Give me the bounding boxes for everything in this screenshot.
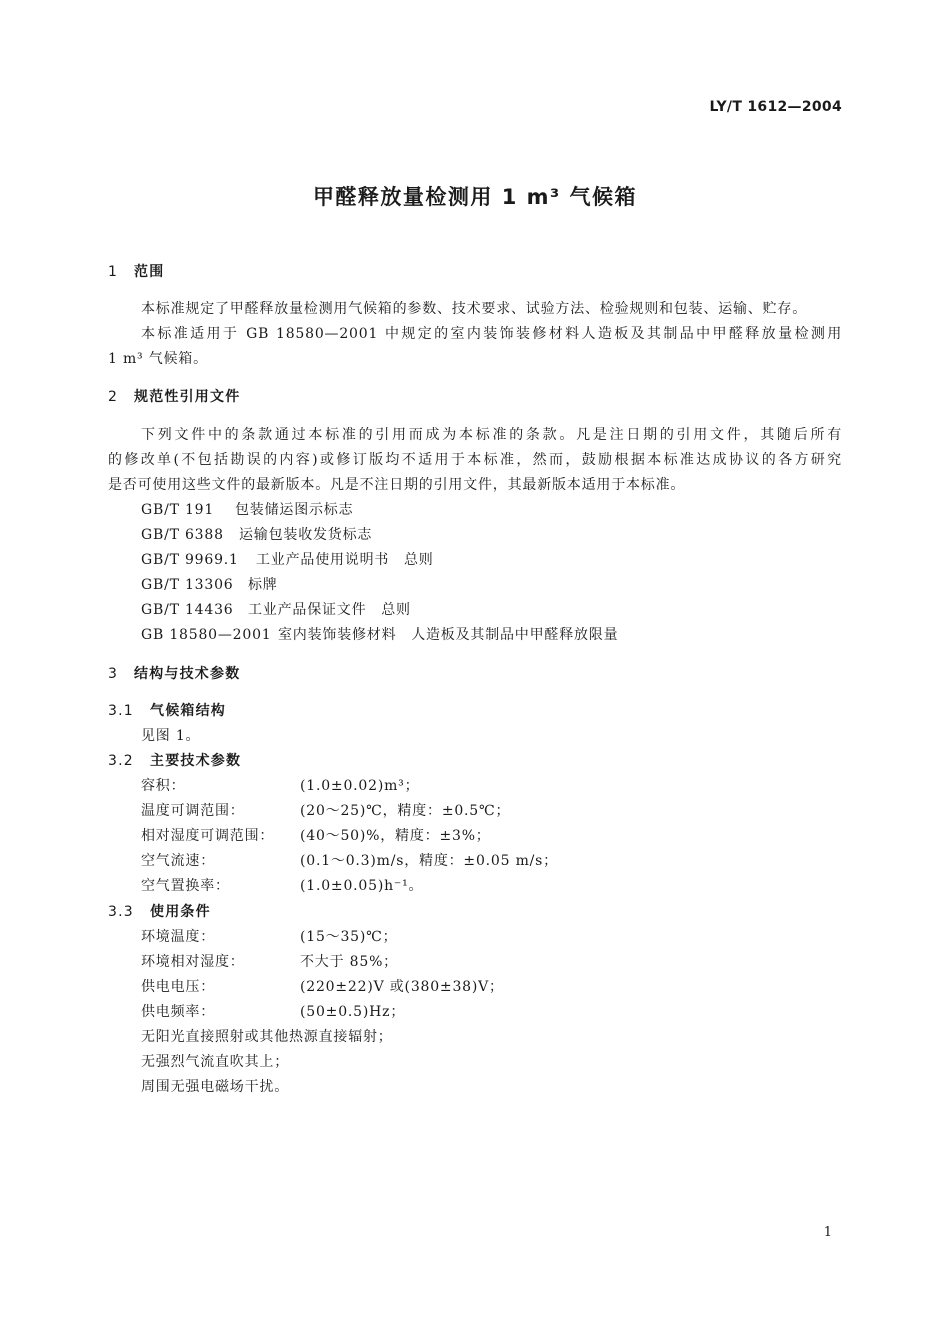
condition-value: 不大于 85%；	[300, 954, 398, 970]
parameter-value: (0.1～0.3)m/s，精度：±0.05 m/s；	[300, 853, 558, 869]
section-2-paragraph-line-1: 下列文件中的条款通过本标准的引用而成为本标准的条款。凡是注日期的引用文件，其随后所有	[141, 427, 842, 443]
section-1-heading	[108, 261, 164, 281]
parameter-name: 容积：	[141, 778, 186, 794]
section-3-3-title: 使用条件	[150, 904, 211, 920]
reference-title: 室内装饰装修材料 人造板及其制品中甲醛释放限量	[278, 627, 619, 643]
reference-item	[141, 499, 353, 519]
reference-title: 标牌	[248, 577, 278, 593]
section-2-paragraph-line-3: 是否可使用这些文件的最新版本。凡是不注日期的引用文件，其最新版本适用于本标准。	[108, 477, 686, 493]
section-2-title: 规范性引用文件	[134, 389, 241, 405]
section-2-number: 2	[108, 389, 119, 405]
condition-note: 无阳光直接照射或其他热源直接辐射；	[141, 1029, 393, 1045]
section-3-2-heading	[108, 750, 241, 770]
reference-title: 运输包装收发货标志	[239, 527, 373, 543]
parameter-value: (1.0±0.02)m³；	[300, 778, 420, 794]
condition-name: 环境相对湿度：	[141, 954, 245, 970]
section-1-paragraph-2-line-1: 本标准适用于 GB 18580—2001 中规定的室内装饰装修材料人造板及其制品中甲醛释放量检测用	[141, 326, 842, 342]
reference-code: GB/T 9969.1	[141, 552, 239, 568]
condition-value: (15～35)℃；	[300, 929, 398, 945]
reference-code: GB/T 14436	[141, 602, 234, 618]
section-1-paragraph-1: 本标准规定了甲醛释放量检测用气候箱的参数、技术要求、试验方法、检验规则和包装、运输、贮存。	[141, 301, 807, 317]
standard-code: LY/T 1612—2004	[709, 99, 842, 115]
section-3-3-number: 3.3	[108, 904, 134, 920]
reference-title: 工业产品保证文件 总则	[248, 602, 411, 618]
condition-note: 周围无强电磁场干扰。	[141, 1079, 289, 1095]
parameter-name: 相对湿度可调范围：	[141, 828, 275, 844]
document-title	[0, 181, 950, 211]
section-2-paragraph-line-2: 的修改单(不包括勘误的内容)或修订版均不适用于本标准，然而，鼓励根据本标准达成协议的各方研究	[108, 452, 842, 468]
section-3-title: 结构与技术参数	[134, 666, 241, 682]
section-3-1-heading	[108, 700, 226, 720]
section-3-1-number: 3.1	[108, 703, 134, 719]
reference-code: GB 18580—2001	[141, 627, 272, 643]
reference-title: 包装储运图示标志	[235, 502, 354, 518]
reference-item	[141, 599, 411, 619]
reference-code: GB/T 13306	[141, 577, 234, 593]
document-title-text: 甲醛释放量检测用 1 m³ 气候箱	[312, 185, 638, 209]
condition-note: 无强烈气流直吹其上；	[141, 1054, 289, 1070]
section-3-3-heading	[108, 901, 211, 921]
parameter-value: (20～25)℃，精度：±0.5℃；	[300, 803, 511, 819]
parameter-value: (1.0±0.05)h⁻¹。	[300, 878, 424, 894]
reference-item	[141, 624, 618, 644]
condition-name: 供电频率：	[141, 1004, 215, 1020]
page-number: 1	[823, 1225, 832, 1240]
reference-title: 工业产品使用说明书 总则	[256, 552, 434, 568]
reference-item	[141, 524, 372, 544]
section-2-heading	[108, 386, 240, 406]
parameter-name: 空气置换率：	[141, 878, 230, 894]
parameter-value: (40～50)%，精度：±3%；	[300, 828, 491, 844]
section-3-2-number: 3.2	[108, 753, 134, 769]
section-1-number: 1	[108, 264, 119, 280]
section-3-2-title: 主要技术参数	[150, 753, 242, 769]
section-3-heading	[108, 663, 240, 683]
section-3-number: 3	[108, 666, 119, 682]
condition-name: 环境温度：	[141, 929, 215, 945]
section-3-1-text: 见图 1。	[141, 728, 201, 744]
section-1-title: 范围	[134, 264, 165, 280]
condition-value: (50±0.5)Hz；	[300, 1004, 406, 1020]
reference-item	[141, 549, 434, 569]
condition-value: (220±22)V 或(380±38)V；	[300, 979, 504, 995]
condition-name: 供电电压：	[141, 979, 215, 995]
reference-item	[141, 574, 278, 594]
parameter-name: 空气流速：	[141, 853, 215, 869]
reference-code: GB/T 6388	[141, 527, 224, 543]
section-1-paragraph-2-line-2: 1 m³ 气候箱。	[108, 351, 208, 367]
parameter-name: 温度可调范围：	[141, 803, 245, 819]
section-3-1-title: 气候箱结构	[150, 703, 226, 719]
reference-code: GB/T 191	[141, 502, 215, 518]
